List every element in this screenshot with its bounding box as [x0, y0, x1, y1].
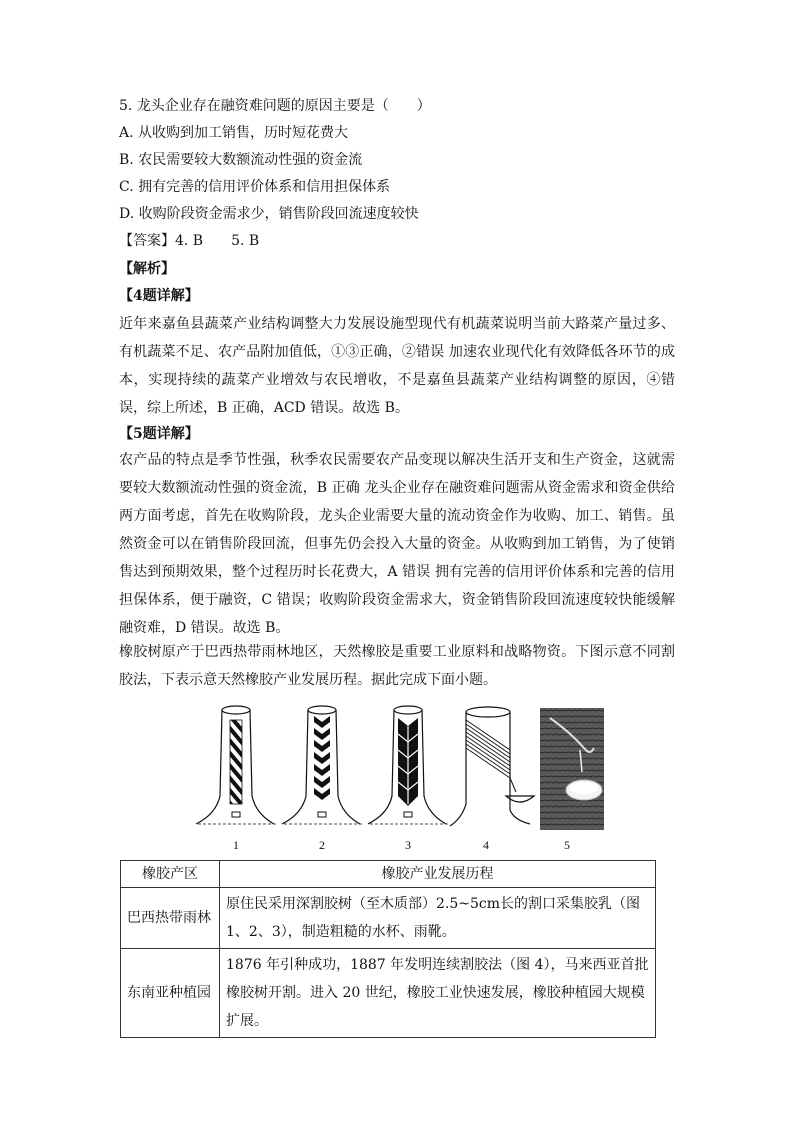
table-cell-history: 1876 年引种成功，1887 年发明连续割胶法（图 4），马来西亚首批橡胶树开割。进入 20 世纪，橡胶工业快速发展，橡胶种植园大规模扩展。: [220, 949, 656, 1038]
table-header-row: [121, 861, 656, 888]
table-cell-region: 东南亚种植园: [121, 949, 220, 1038]
option-c: C. 拥有完善的信用评价体系和信用担保体系: [119, 179, 391, 195]
tree-4-drawing: [450, 707, 534, 826]
rubber-intro: 橡胶树原产于巴西热带雨林地区，天然橡胶是重要工业原料和战略物资。下图示意不同割胶法，下表示意天然橡胶产业发展历程。据此完成下面小题。: [119, 644, 675, 688]
figure-label-1: 1: [233, 838, 239, 852]
figure-label-4: 4: [483, 838, 489, 852]
q4-heading: 【4题详解】: [119, 288, 199, 304]
option-d: D. 收购阶段资金需求少，销售阶段回流速度较快: [119, 206, 419, 222]
q5-heading: 【5题详解】: [119, 426, 199, 442]
tree-5-photo: [540, 708, 604, 830]
table-cell-history: 原住民采用深割胶树（至木质部）2.5~5cm长的割口采集胶乳（图 1、2、3），制造粗糙的水杯、雨靴。: [220, 888, 656, 949]
q4-explanation: 近年来嘉鱼县蔬菜产业结构调整大力发展设施型现代有机蔬菜说明当前大路菜产量过多、有机蔬菜不足、农产品附加值低，①③正确，②错误 加速农业现代化有效降低各环节的成本，实现持续的蔬菜产业增效与农民增收，不是嘉鱼县蔬菜产业结构调整的原因，④错误，综上所述，B 正确，ACD 错误。故选 B。: [119, 316, 675, 416]
table-row: [121, 888, 656, 949]
figure-label-5: 5: [564, 838, 570, 852]
table-row: [121, 949, 656, 1038]
figure-label-2: 2: [319, 838, 325, 852]
tree-1-drawing: [196, 706, 276, 824]
answer-line: 【答案】4. B 5. B: [119, 233, 260, 249]
table-header-region: 橡胶产区: [121, 861, 220, 888]
q5-explanation: 农产品的特点是季节性强，秋季农民需要农产品变现以解决生活开支和生产资金，这就需要较大数额流动性强的资金流，B 正确 龙头企业存在融资难问题需从资金需求和资金供给两方面考虑，首先在收购阶段，龙头企业需要大量的流动资金作为收购、加工、销售。虽然资金可以在销售阶段回流，但事先仍会投入大量的资金。从收购到加工销售，为了使销售达到预期效果，整个过程历时长花费大，A 错误 拥有完善的信用评价体系和完善的信用担保体系，便于融资，C 错误；收购阶段资金需求大，资金销售阶段回流速度较快能缓解融资难，D 错误。故选 B。: [119, 452, 675, 636]
table-cell-region: 巴西热带雨林: [121, 888, 220, 949]
tree-2-drawing: [282, 706, 362, 824]
option-a: A. 从收购到加工销售，历时短花费大: [119, 125, 349, 141]
analysis-heading: 【解析】: [119, 261, 175, 277]
question-5-stem: 5. 龙头企业存在融资难问题的原因主要是（ ）: [119, 98, 431, 114]
tapping-illustration: [186, 704, 616, 854]
rubber-history-table: [120, 860, 656, 1038]
tapping-methods-figure: [186, 704, 616, 854]
table-header-history: 橡胶产业发展历程: [220, 861, 656, 888]
figure-label-3: 3: [405, 838, 411, 852]
tree-3-drawing: [368, 706, 448, 824]
option-b: B. 农民需要较大数额流动性强的资金流: [119, 152, 363, 168]
